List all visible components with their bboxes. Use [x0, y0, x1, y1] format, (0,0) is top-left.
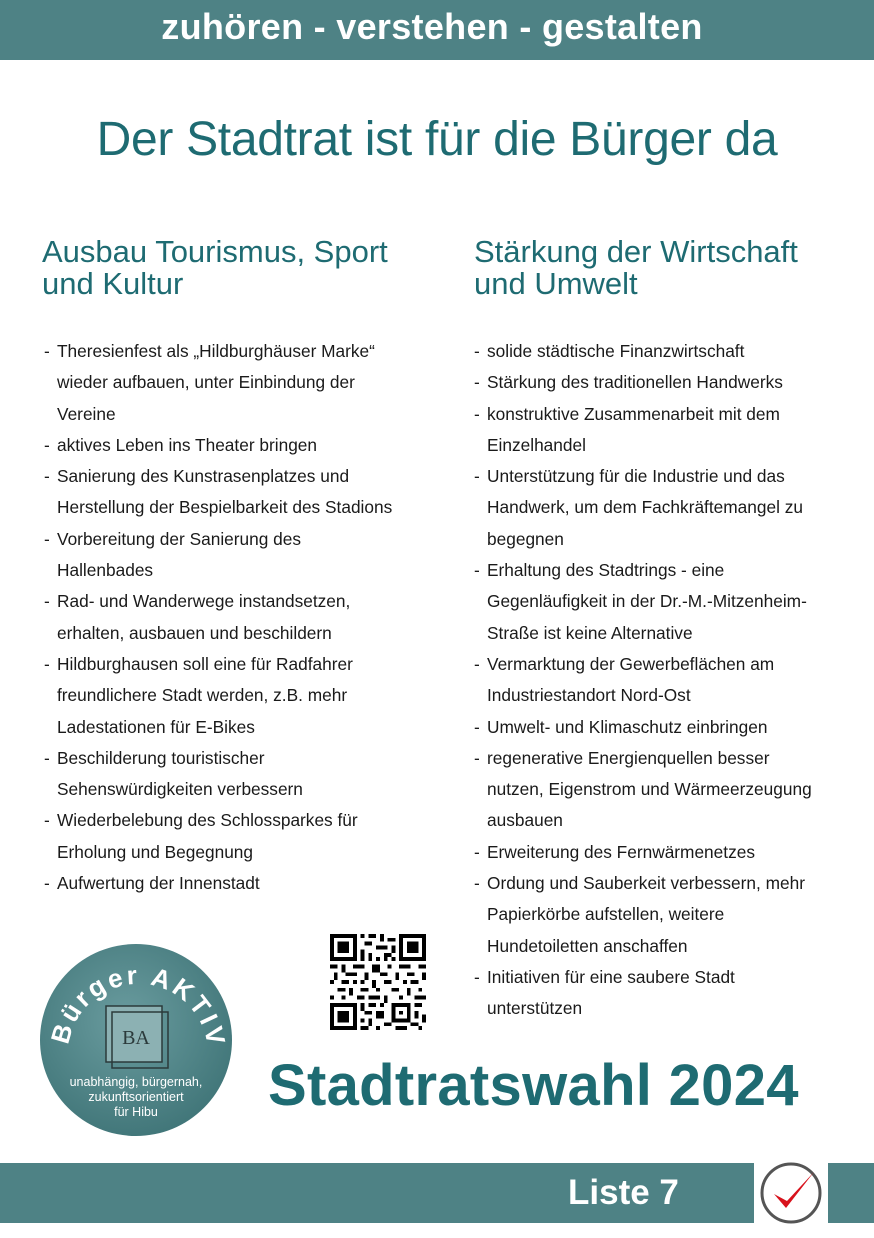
right-item-line: solide städtische Finanzwirtschaft: [487, 341, 745, 361]
left-item-line: Ladestationen für E-Bikes: [57, 716, 255, 737]
right-item-line: Papierkörbe aufstellen, weitere: [487, 904, 725, 925]
right-item-line: Ordung und Sauberkeit verbessern, mehr: [487, 873, 805, 894]
right-item-line: Erhaltung des Stadtrings - eine: [487, 560, 725, 581]
right-item-line: Industriestandort Nord-Ost: [487, 685, 691, 706]
left-item-line: Sehenswürdigkeiten verbessern: [57, 779, 303, 800]
right-item: [472, 555, 867, 649]
right-item-line: Straße ist keine Alternative: [487, 622, 693, 643]
right-item-line: Stärkung des traditionellen Handwerks: [487, 372, 783, 393]
left-item-line: Herstellung der Bespielbarkeit des Stadions: [57, 497, 393, 518]
left-item: [42, 430, 452, 461]
right-item: [472, 399, 867, 462]
slogan: zuhören - verstehen - gestalten: [161, 6, 703, 47]
buerger-aktiv-badge: [38, 942, 234, 1138]
left-item-line: freundlichere Stadt werden, z.B. mehr: [57, 685, 348, 706]
left-item-line: Erholung und Begegnung: [57, 841, 254, 862]
right-item-line: begegnen: [487, 528, 564, 549]
right-item-line: Umwelt- und Klimaschutz einbringen: [487, 716, 768, 737]
left-item: [42, 649, 452, 743]
left-item-line: Theresienfest als „Hildburghäuser Marke“: [57, 341, 375, 361]
right-item: [472, 868, 867, 962]
right-item: [472, 837, 867, 868]
bottom-banner: [0, 1163, 874, 1223]
left-item-line: Hallenbades: [57, 560, 154, 581]
left-item-line: aktives Leben ins Theater bringen: [57, 434, 318, 455]
right-item-line: Vermarktung der Gewerbeflächen am: [487, 653, 775, 674]
left-item-line: Hildburghausen soll eine für Radfahrer: [57, 653, 353, 674]
left-item-line: Vorbereitung der Sanierung des: [57, 528, 302, 549]
right-item: [472, 461, 867, 555]
left-item-line: erhalten, ausbauen und beschildern: [57, 622, 332, 643]
check-box: [754, 1160, 828, 1226]
right-item-line: nutzen, Eigenstrom und Wärmeerzeugung: [487, 779, 812, 800]
left-item-line: Rad- und Wanderwege instandsetzen,: [57, 591, 351, 612]
right-item: [472, 712, 867, 743]
list-number: Liste 7: [568, 1173, 679, 1212]
left-heading-line2: und Kultur: [42, 266, 184, 301]
left-item: [42, 524, 452, 587]
left-item-line: Vereine: [57, 403, 116, 424]
right-column-heading: [474, 236, 864, 300]
left-item: [42, 805, 452, 868]
badge-tagline-1: unabhängig, bürgernah,: [69, 1075, 203, 1089]
left-column-heading: [42, 236, 452, 300]
right-heading-line2: und Umwelt: [474, 266, 638, 301]
right-item-line: regenerative Energienquellen besser: [487, 747, 770, 768]
top-banner: [0, 0, 874, 60]
right-item-line: Einzelhandel: [487, 434, 586, 455]
right-item: [472, 743, 867, 837]
left-item-line: Beschilderung touristischer: [57, 747, 265, 768]
checkmark-icon: [756, 1160, 826, 1226]
right-item: [472, 962, 867, 1025]
badge-tagline-3: für Hibu: [114, 1105, 158, 1119]
right-item-list: [472, 336, 867, 1025]
left-item: [42, 743, 452, 806]
right-item-line: Erweiterung des Fernwärmenetzes: [487, 841, 755, 862]
right-item: [472, 336, 867, 367]
badge-monogram: BA: [122, 1027, 150, 1049]
left-item: [42, 336, 452, 430]
left-item: [42, 461, 452, 524]
right-item-line: Hundetoiletten anschaffen: [487, 935, 688, 956]
right-item-line: unterstützen: [487, 998, 583, 1019]
right-item-line: Initiativen für eine saubere Stadt: [487, 966, 735, 987]
badge-tagline-2: zukunftsorientiert: [88, 1090, 184, 1104]
left-item-list: [42, 336, 452, 899]
qr-code[interactable]: [330, 934, 426, 1030]
left-item-line: Sanierung des Kunstrasenplatzes und: [57, 466, 350, 487]
right-item: [472, 649, 867, 712]
left-item-line: Wiederbelebung des Schlossparkes für: [57, 810, 358, 831]
left-heading-line1: Ausbau Tourismus, Sport: [42, 234, 388, 269]
election-title: Stadtratswahl 2024: [268, 1053, 799, 1118]
right-heading-line1: Stärkung der Wirtschaft: [474, 234, 798, 269]
right-item-line: Gegenläufigkeit in der Dr.-M.-Mitzenheim-: [487, 591, 807, 612]
left-item-line: wieder aufbauen, unter Einbindung der: [57, 372, 355, 393]
right-item: [472, 367, 867, 398]
right-item-line: Handwerk, um dem Fachkräftemangel zu: [487, 497, 803, 518]
right-item-line: konstruktive Zusammenarbeit mit dem: [487, 403, 780, 424]
page-title: Der Stadtrat ist für die Bürger da: [96, 113, 778, 166]
right-item-line: Unterstützung für die Industrie und das: [487, 466, 785, 487]
left-item: [42, 586, 452, 649]
left-item: [42, 868, 452, 899]
left-item-line: Aufwertung der Innenstadt: [57, 873, 260, 894]
badge-arc-text: Bürger AKTIV: [44, 959, 232, 1051]
right-item-line: ausbauen: [487, 810, 563, 831]
